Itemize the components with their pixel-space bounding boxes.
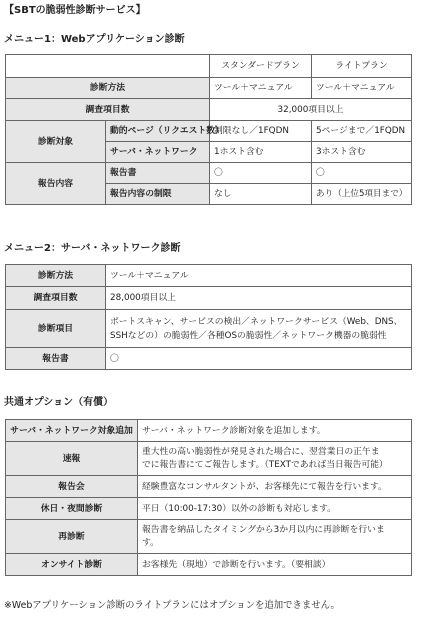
menu1-target-label: 診断対象 — [6, 121, 106, 163]
footnote: ※Webアプリケーション診断のライトプランにはオプションを追加できません。 — [4, 600, 340, 611]
options-row-meeting — [6, 476, 412, 498]
menu2-items-line2: SSHなどの）の脆弱性／各種OSの脆弱性／ネットワーク機器の脆弱性 — [110, 330, 387, 341]
menu1-target-dynamic-standard: 制限なし／1FQDN — [210, 121, 312, 142]
menu2-row-items — [6, 310, 412, 348]
options-recheck-line1: 報告書を納品したタイミングから3か月以内に再診断を行いま — [142, 524, 385, 535]
menu1-count-label: 調査項目数 — [6, 99, 210, 121]
options-recheck-line2: す。 — [142, 537, 159, 548]
menu1-header-row — [6, 55, 412, 78]
options-meeting-label: 報告会 — [6, 476, 138, 498]
menu1-target-network-label: サーバ・ネットワーク — [106, 142, 210, 163]
menu1-count-value: 32,000項目以上 — [210, 99, 412, 121]
options-row-holiday — [6, 498, 412, 520]
options-title: 共通オプション（有償） — [4, 397, 114, 408]
menu1-method-standard: ツール＋マニュアル — [210, 78, 312, 99]
menu2-method-value: ツール＋マニュアル — [106, 265, 412, 287]
menu1-row-count — [6, 99, 412, 121]
options-row-server-add — [6, 420, 412, 442]
menu2-items-line1: ポートスキャン、サービスの検出／ネットワークサービス（Web、DNS、 — [110, 316, 403, 327]
options-recheck-value — [138, 520, 412, 554]
menu2-count-label: 調査項目数 — [6, 287, 106, 310]
options-flash-value — [138, 442, 412, 476]
menu1-table — [5, 54, 412, 205]
options-row-onsite — [6, 554, 412, 576]
options-meeting-value: 経験豊富なコンサルタントが、お客様先にて報告を行います。 — [138, 476, 412, 498]
menu1-header-blank — [6, 55, 210, 78]
menu1-report-limit-light: あり（上位5項目まで） — [312, 184, 412, 205]
menu1-target-network-standard: 1ホスト含む — [210, 142, 312, 163]
menu2-report-label: 報告書 — [6, 348, 106, 370]
menu1-report-doc-label: 報告書 — [106, 163, 210, 184]
options-server-add-label: サーバ・ネットワーク対象追加 — [6, 420, 138, 442]
options-recheck-label: 再診断 — [6, 520, 138, 554]
menu1-report-doc-standard: 〇 — [210, 163, 312, 184]
menu1-method-label: 診断方法 — [6, 78, 210, 99]
menu1-row-method — [6, 78, 412, 99]
options-table — [5, 419, 412, 576]
options-onsite-value: お客様先（現地）で診断を行います。（要相談） — [138, 554, 412, 576]
menu2-items-label: 診断項目 — [6, 310, 106, 348]
menu2-table — [5, 264, 412, 370]
menu1-row-target-dynamic — [6, 121, 412, 142]
menu2-row-report — [6, 348, 412, 370]
options-flash-line1: 重大性の高い脆弱性が発見された場合に、翌営業日の正午ま — [142, 446, 380, 457]
menu1-target-dynamic-light: 5ページまで／1FQDN — [312, 121, 412, 142]
menu2-row-method — [6, 265, 412, 287]
options-row-recheck — [6, 520, 412, 554]
options-flash-line2: でに報告書にてご報告します。（TEXTであれば当日報告可能） — [142, 459, 388, 470]
menu2-items-value — [106, 310, 412, 348]
options-server-add-value: サーバ・ネットワーク診断対象を追加します。 — [138, 420, 412, 442]
menu1-report-label: 報告内容 — [6, 163, 106, 205]
options-holiday-value: 平日（10:00-17:30）以外の診断も対応します。 — [138, 498, 412, 520]
menu2-title: メニュー2：サーバ・ネットワーク診断 — [4, 243, 181, 254]
options-row-flash — [6, 442, 412, 476]
menu1-title: メニュー1：Webアプリケーション診断 — [4, 34, 185, 45]
menu1-row-report-doc — [6, 163, 412, 184]
menu1-report-doc-light: 〇 — [312, 163, 412, 184]
menu1-report-limit-standard: なし — [210, 184, 312, 205]
options-flash-label: 速報 — [6, 442, 138, 476]
page-title: 【SBTの脆弱性診断サービス】 — [4, 5, 146, 16]
menu2-count-value: 28,000項目以上 — [106, 287, 412, 310]
menu2-row-count — [6, 287, 412, 310]
menu2-method-label: 診断方法 — [6, 265, 106, 287]
options-holiday-label: 休日・夜間診断 — [6, 498, 138, 520]
menu1-report-limit-label: 報告内容の制限 — [106, 184, 210, 205]
menu1-col-light: ライトプラン — [312, 55, 412, 78]
menu1-col-standard: スタンダードプラン — [210, 55, 312, 78]
menu1-target-network-light: 3ホスト含む — [312, 142, 412, 163]
menu2-report-value: 〇 — [106, 348, 412, 370]
menu1-target-dynamic-label: 動的ページ（リクエスト数） — [106, 121, 210, 142]
options-onsite-label: オンサイト診断 — [6, 554, 138, 576]
menu1-method-light: ツール＋マニュアル — [312, 78, 412, 99]
